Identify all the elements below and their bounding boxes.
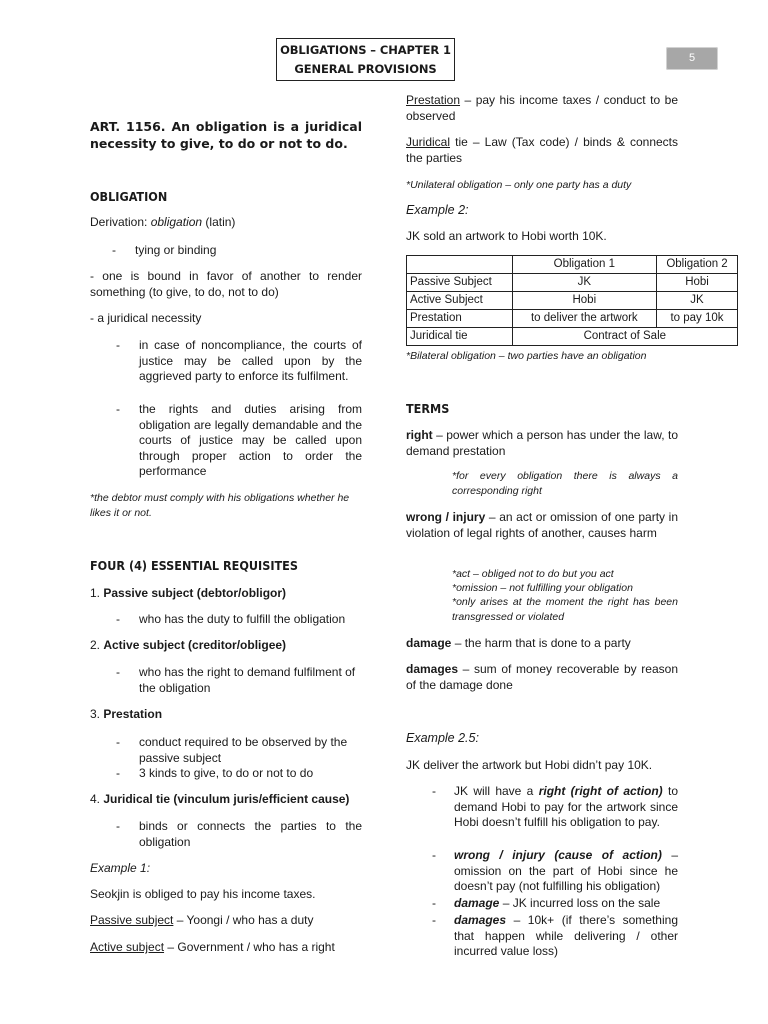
bullet-text: in case of noncompliance, the courts of justice may be called upon by the aggrieved party to enforce its fulfilment. (139, 338, 362, 383)
table-row (407, 292, 738, 310)
table-header-cell: Obligation 1 (512, 256, 656, 274)
term-word: damages (406, 662, 459, 676)
damages-term (406, 662, 678, 693)
requisite-number: 1. (90, 586, 104, 600)
right-term (406, 428, 678, 459)
chapter-subtitle: GENERAL PROVISIONS (294, 62, 437, 76)
obligation-heading: OBLIGATION (90, 189, 168, 204)
requisite-1 (90, 586, 362, 602)
term-definition: – an act or omission of one party in violation of legal rights of another, causes harm (406, 510, 679, 540)
term-definition: – the harm that is done to a party (451, 636, 631, 650)
bullet-dash: - (432, 848, 436, 862)
table-cell: Prestation (407, 310, 513, 328)
table-cell: Hobi (512, 292, 656, 310)
table-row (407, 328, 738, 346)
right-note: *for every obligation there is always a corresponding right (452, 470, 678, 497)
wrong-note-omission: *omission – not fulfilling your obligation (452, 582, 633, 594)
derivation-tail: (latin) (202, 215, 236, 229)
prestation-label: Prestation (406, 93, 461, 107)
table-cell: JK (512, 274, 656, 292)
table-header-cell (407, 256, 513, 274)
bullet-post: – JK incurred loss on the sale (499, 896, 661, 910)
active-subject-text: – Government / who has a right (164, 940, 335, 954)
requisite-number: 4. (90, 792, 104, 806)
article-1156: ART. 1156. An obligation is a juridical necessity to give, to do or not to do. (90, 119, 362, 151)
bullet-text: tying or binding (135, 243, 217, 257)
active-subject-label: Active subject (90, 940, 165, 954)
example-2-5-label: Example 2.5: (406, 731, 479, 745)
example-2-label: Example 2: (406, 203, 469, 217)
bullet-text (454, 913, 678, 960)
requisite-title: Prestation (103, 707, 163, 721)
derivation-label: Derivation: (90, 215, 151, 229)
bullet-dash: - (116, 665, 120, 679)
requisite-2 (90, 638, 362, 654)
bullet-dash: - (116, 402, 120, 416)
table-cell: Juridical tie (407, 328, 513, 346)
chapter-title: OBLIGATIONS – CHAPTER 1 (280, 43, 451, 57)
example-2-text: JK sold an artwork to Hobi worth 10K. (406, 229, 607, 243)
unilateral-note: *Unilateral obligation – only one party has a duty (406, 179, 632, 191)
bullet-post: – omission on the part of Hobi since he doesn’t pay (not fulfilling his obligation) (454, 848, 678, 893)
derivation-line (90, 215, 362, 231)
passive-subject-text: – Yoongi / who has a duty (173, 913, 314, 927)
obligation-table (406, 255, 738, 346)
bullet-pre: JK will have a (454, 784, 539, 798)
bullet-text: the rights and duties arising from obligation are legally demandable and the courts of justice may be called upon through proper action to order the performance (139, 402, 362, 478)
bullet-dash: - (116, 819, 120, 833)
active-subject-line (90, 940, 362, 956)
page-number-badge: 5 (666, 47, 718, 70)
derivation-word: obligation (150, 215, 203, 229)
juridical-text: tie – Law (Tax code) / binds & connects the parties (406, 135, 678, 165)
term-word: right (406, 428, 433, 442)
bullet-dash: - (432, 784, 436, 798)
term-definition: – power which a person has under the law, to demand prestation (406, 428, 678, 458)
juridical-label: Juridical (406, 135, 451, 149)
table-row (407, 274, 738, 292)
bullet-text: who has the right to demand fulfilment of the obligation (139, 665, 356, 695)
term-word: damage (406, 636, 452, 650)
bullet-dash: - (116, 735, 120, 749)
example-1-label: Example 1: (90, 861, 151, 875)
prestation-text: – pay his income taxes / conduct to be observed (406, 93, 678, 123)
bullet-bold: wrong / injury (cause of action) (454, 848, 662, 862)
table-header-cell: Obligation 2 (657, 256, 738, 274)
table-cell: to pay 10k (657, 310, 738, 328)
bullet-text (454, 784, 678, 831)
requisite-3 (90, 707, 362, 723)
bullet-bold: damages (454, 913, 507, 927)
wrong-term (406, 510, 678, 541)
table-cell: Contract of Sale (512, 328, 737, 346)
chapter-header-box (276, 38, 455, 81)
table-cell: Passive Subject (407, 274, 513, 292)
bullet-post: to demand Hobi to pay for the artwork since Hobi doesn’t fulfill his obligation to pay. (454, 784, 678, 829)
requisite-title: Passive subject (debtor/obligor) (103, 586, 287, 600)
bullet-text (454, 848, 678, 895)
obligation-table-wrapper (406, 255, 738, 350)
table-cell: Hobi (657, 274, 738, 292)
bullet-bold: damage (454, 896, 500, 910)
damage-term (406, 636, 678, 652)
prestation-line (406, 93, 678, 124)
juridical-necessity-text: - a juridical necessity (90, 311, 202, 325)
table-cell: to deliver the artwork (512, 310, 656, 328)
bullet-text: 3 kinds to give, to do or not to do (139, 766, 314, 780)
term-word: wrong / injury (406, 510, 486, 524)
debtor-note: *the debtor must comply with his obligations whether he likes it or not. (90, 492, 350, 519)
bullet-text: who has the duty to fulfill the obligation (139, 612, 346, 626)
bullet-dash: - (116, 338, 120, 352)
bullet-bold: right (right of action) (538, 784, 663, 798)
example-1-text: Seokjin is obliged to pay his income taxes. (90, 887, 316, 901)
passive-subject-label: Passive subject (90, 913, 174, 927)
bullet-post: – 10k+ (if there’s something that happen while delivering / other incurred value loss) (454, 913, 678, 958)
requisite-title: Active subject (creditor/obligee) (103, 638, 287, 652)
bullet-text (454, 896, 678, 912)
table-cell: JK (657, 292, 738, 310)
bound-text: - one is bound in favor of another to render something (to give, to do, not to do) (90, 269, 362, 299)
bullet-text: binds or connects the parties to the obligation (139, 819, 362, 849)
requisite-4 (90, 792, 362, 808)
requisite-number: 2. (90, 638, 104, 652)
wrong-note-act: *act – obliged not to do but you act (452, 568, 614, 580)
terms-heading: TERMS (406, 401, 450, 416)
bullet-text: conduct required to be observed by the passive subject (139, 735, 348, 765)
table-header-row (407, 256, 738, 274)
term-definition: – sum of money recoverable by reason of the damage done (406, 662, 678, 692)
requisite-number: 3. (90, 707, 104, 721)
passive-subject-line (90, 913, 362, 929)
table-row (407, 310, 738, 328)
bullet-dash: - (112, 243, 116, 257)
juridical-line (406, 135, 678, 166)
bilateral-note: *Bilateral obligation – two parties have an obligation (406, 350, 647, 362)
bullet-dash: - (432, 896, 436, 910)
bullet-dash: - (116, 612, 120, 626)
table-cell: Active Subject (407, 292, 513, 310)
requisite-title: Juridical tie (vinculum juris/efficient cause) (103, 792, 350, 806)
bullet-dash: - (432, 913, 436, 927)
bullet-dash: - (116, 766, 120, 780)
example-2-5-text: JK deliver the artwork but Hobi didn’t pay 10K. (406, 758, 653, 772)
wrong-note-arises: *only arises at the moment the right has been transgressed or violated (452, 596, 678, 623)
four-requisites-heading: FOUR (4) ESSENTIAL REQUISITES (90, 558, 298, 573)
